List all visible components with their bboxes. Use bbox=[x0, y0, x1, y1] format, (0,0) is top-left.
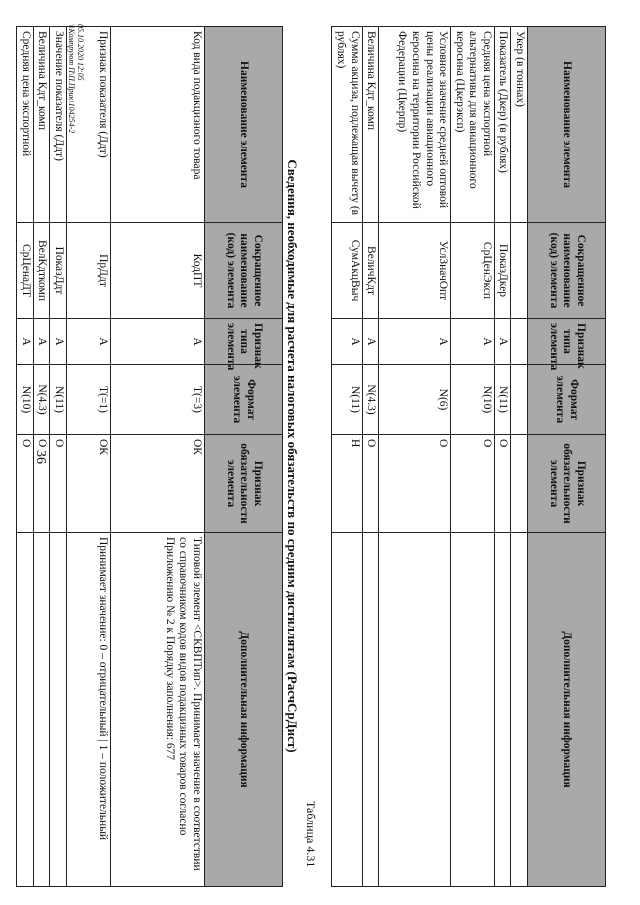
header-code: Сокращенное наименование (код) элемента bbox=[205, 223, 283, 319]
cell-format bbox=[511, 365, 528, 435]
footer-timestamp: 05.10.2020 12:05 bbox=[76, 24, 85, 81]
cell-required bbox=[511, 435, 528, 533]
header-name: Наименование элемента bbox=[528, 27, 606, 223]
cell-code: ВелКдткомп bbox=[33, 223, 50, 319]
cell-info bbox=[511, 533, 528, 887]
header-required: Признак обязательности элемента bbox=[205, 435, 283, 533]
cell-required: ОК bbox=[111, 435, 205, 533]
cell-required: О bbox=[33, 435, 50, 533]
cell-name: Показатель (Дкер) (в рублях) bbox=[494, 27, 511, 223]
table-row bbox=[33, 27, 50, 887]
cell-format: N(11) bbox=[494, 365, 511, 435]
cell-required: О bbox=[451, 435, 495, 533]
cell-required: О bbox=[379, 435, 451, 533]
table-row bbox=[379, 27, 451, 887]
cell-info bbox=[332, 533, 362, 887]
cell-required: ОК bbox=[67, 435, 111, 533]
cell-name: Величина Кдт_комп bbox=[362, 27, 379, 223]
header-type: Признак типа элемента bbox=[528, 319, 606, 365]
header-code: Сокращенное наименование (код) элемента bbox=[528, 223, 606, 319]
footer-path: \\Компруют П\П.Прик\104254-2 bbox=[67, 24, 77, 134]
table-row bbox=[494, 27, 511, 887]
cell-code bbox=[511, 223, 528, 319]
cell-type: А bbox=[111, 319, 205, 365]
cell-name: Значение показателя (Ддт) bbox=[50, 27, 67, 223]
header-type: Признак типа элемента bbox=[205, 319, 283, 365]
cell-code: СумАкцВыч bbox=[332, 223, 362, 319]
table-number: Таблица 4.31 bbox=[304, 801, 318, 868]
table-row bbox=[50, 27, 67, 887]
header-info: Дополнительная информация bbox=[528, 533, 606, 887]
table-row bbox=[511, 27, 528, 887]
table-header-row bbox=[528, 27, 606, 887]
cell-type: А bbox=[379, 319, 451, 365]
cell-format: Т(=3) bbox=[111, 365, 205, 435]
cell-info bbox=[33, 533, 50, 887]
cell-code: КодПТ bbox=[111, 223, 205, 319]
cell-type: А bbox=[494, 319, 511, 365]
table-row bbox=[332, 27, 362, 887]
cell-name: Признак показателя (Ддт) bbox=[67, 27, 111, 223]
cell-name: Средняя цена экспортной альтернативы для авиационного керосина (Цкерэксп) bbox=[451, 27, 495, 223]
cell-required: О bbox=[17, 435, 34, 533]
cell-format: N(4.3) bbox=[362, 365, 379, 435]
cell-type: А bbox=[17, 319, 34, 365]
cell-info bbox=[17, 533, 34, 887]
header-name: Наименование элемента bbox=[205, 27, 283, 223]
header-format: Формат элемента bbox=[528, 365, 606, 435]
cell-info bbox=[50, 533, 67, 887]
cell-name: Код вида подакцизного товара bbox=[111, 27, 205, 223]
cell-info bbox=[379, 533, 451, 887]
cell-required: О bbox=[494, 435, 511, 533]
cell-format: N(11) bbox=[50, 365, 67, 435]
document-footer bbox=[66, 24, 84, 133]
cell-info bbox=[451, 533, 495, 887]
cell-type: А bbox=[451, 319, 495, 365]
distillates-table bbox=[16, 26, 283, 887]
cell-format: N(10) bbox=[17, 365, 34, 435]
cell-name: Условное значение средней оптовой цены реализации авиационного керосина на территории Российской Федерации (Цкерпр) bbox=[379, 27, 451, 223]
cell-info bbox=[362, 533, 379, 887]
cell-code: УслЗначОпт bbox=[379, 223, 451, 319]
cell-format: N(6) bbox=[379, 365, 451, 435]
cell-required: О bbox=[362, 435, 379, 533]
cell-type: А bbox=[33, 319, 50, 365]
table-caption: Сведения, необходимые для расчета налоговых обязательств по средним дистиллятам (РасчСрДист) bbox=[285, 159, 300, 753]
cell-type: А bbox=[67, 319, 111, 365]
cell-name: Укер (в тоннах) bbox=[511, 27, 528, 223]
cell-name: Величина Кдт_комп bbox=[33, 27, 50, 223]
cell-required: Н bbox=[332, 435, 362, 533]
header-format: Формат элемента bbox=[205, 365, 283, 435]
cell-type: А bbox=[362, 319, 379, 365]
page-number: 36 bbox=[33, 450, 48, 464]
cell-format: N(10) bbox=[451, 365, 495, 435]
cell-code: СрЦенаДТ bbox=[17, 223, 34, 319]
cell-code: ПрДдт bbox=[67, 223, 111, 319]
cell-code: ПоказДкер bbox=[494, 223, 511, 319]
cell-format: N(11) bbox=[332, 365, 362, 435]
table-row bbox=[111, 27, 205, 887]
header-required: Признак обязательности элемента bbox=[528, 435, 606, 533]
cell-required: О bbox=[50, 435, 67, 533]
cell-type: А bbox=[50, 319, 67, 365]
table-header-row bbox=[205, 27, 283, 887]
cell-code: СрЦенЭксп bbox=[451, 223, 495, 319]
table-row bbox=[17, 27, 34, 887]
cell-name: Сумма акциза, подлежащая вычету (в рублях) bbox=[332, 27, 362, 223]
table-row bbox=[362, 27, 379, 887]
cell-type bbox=[511, 319, 528, 365]
cell-code: ВеличКдт bbox=[362, 223, 379, 319]
cell-name: Средняя цена экспортной bbox=[17, 27, 34, 223]
cell-info: Типовой элемент <СКВПТип>. Принимает значение в соответствии со справочником кодов видов подакцизных товаров согласно Приложению № 2 к Порядку заполнения: 677 bbox=[111, 533, 205, 887]
header-info: Дополнительная информация bbox=[205, 533, 283, 887]
table-row bbox=[451, 27, 495, 887]
cell-info bbox=[494, 533, 511, 887]
cell-code: ПоказДдт bbox=[50, 223, 67, 319]
table-row bbox=[67, 27, 111, 887]
cell-format: Т(=1) bbox=[67, 365, 111, 435]
cell-info: Принимает значение: 0 – отрицательный | 1 – положительный bbox=[67, 533, 111, 887]
cell-format: N(4.3) bbox=[33, 365, 50, 435]
cell-type: А bbox=[332, 319, 362, 365]
elements-table-continued bbox=[332, 26, 607, 887]
